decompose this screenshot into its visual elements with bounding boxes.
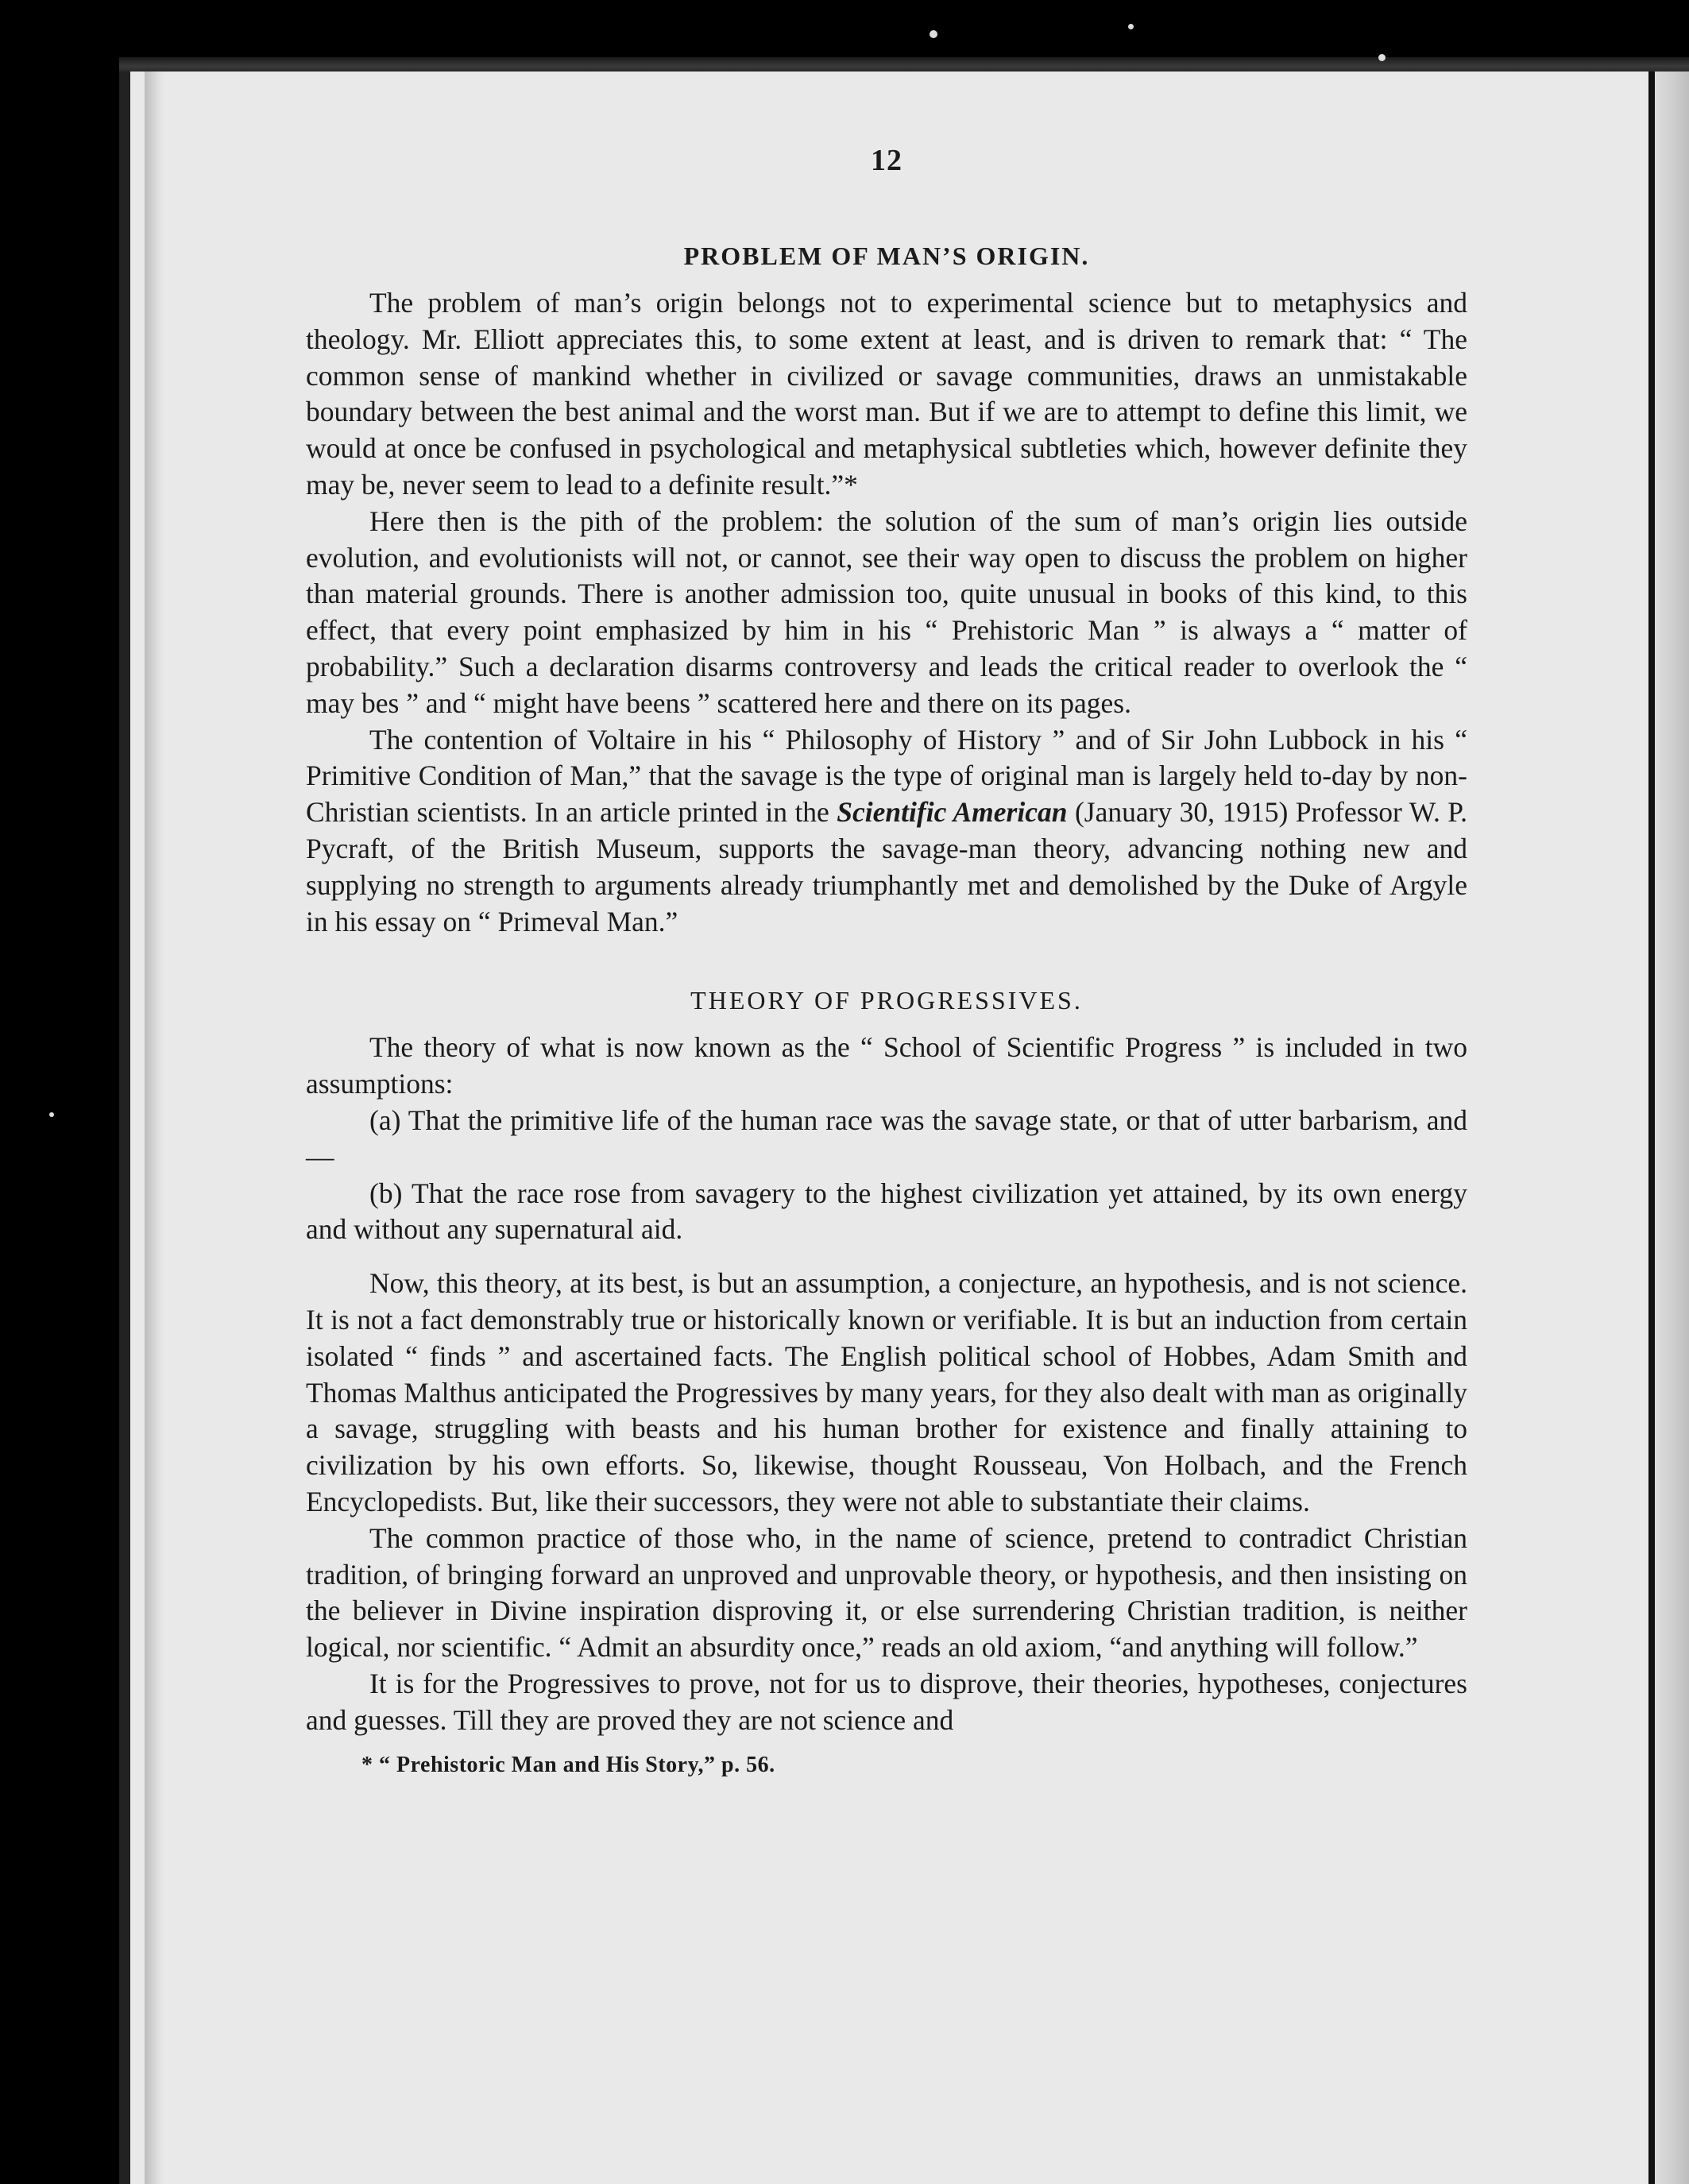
- paragraph: [306, 722, 1467, 941]
- paragraph: Now, this theory, at its best, is but an assumption, a conjecture, an hypothesis, and is not science. It is not a fact demonstrably true or historically known or verifiable. It is but an induction from certain isolated “ finds ” and ascertained facts. The English political school of Hobbes, Adam Smith and Thomas Malthus anticipated the Progressives by many years, for they also dealt with man as originally a savage, struggling with beasts and his human brother for existence and finally attaining to civilization by his own efforts. So, likewise, thought Rousseau, Von Holbach, and the French Encyclopedists. But, like their successors, they were not able to substantiate their claims.: [306, 1267, 1467, 1517]
- text-run: The contention of Voltaire in his “ Philosophy of History ” and of Sir John Lubbock in his “ Primitive Condition of Man,” that the savage is the type of original man is largely held to-day by non-Christian scientists. In an article printed in the: [306, 723, 1467, 829]
- list-item: (b) That the race rose from savagery to the highest civilization yet attained, by its own energy and without any supernatural aid.: [306, 1177, 1467, 1246]
- page-number: 12: [871, 144, 902, 177]
- paragraph: The problem of man’s origin belongs not to experimental science but to metaphysics and theology. Mr. Elliott appreciates this, to some extent at least, and is driven to remark that: “ The common sense of mankind whether in civilized or savage communities, draws an unmistakable boundary between the best animal and the worst man. But if we are to attempt to define this limit, we would at once be confused in psychological and metaphysical subtleties which, however definite they may be, never seem to lead to a definite result.”*: [306, 287, 1467, 501]
- journal-title: Scientific American: [837, 796, 1068, 829]
- dust-speck: [49, 1112, 54, 1117]
- page-content: [306, 143, 1467, 1778]
- scan-left-margin: [0, 0, 119, 2184]
- dust-speck: [1128, 24, 1134, 29]
- section-heading: PROBLEM OF MAN’S ORIGIN.: [683, 242, 1090, 270]
- scan-right-edge: [1648, 72, 1689, 2184]
- list-item: (a) That the primitive life of the human race was the savage state, or that of utter barbarism, and—: [306, 1104, 1467, 1173]
- dust-speck: [930, 30, 937, 38]
- footnote: * “ Prehistoric Man and His Story,” p. 56.: [361, 1753, 775, 1778]
- dust-speck: [1378, 54, 1386, 61]
- section-heading: THEORY OF PROGRESSIVES.: [690, 986, 1083, 1015]
- paragraph: Here then is the pith of the problem: the solution of the sum of man’s origin lies outside evolution, and evolutionists will not, or cannot, see their way open to discuss the problem on higher than material grounds. There is another admission too, quite unusual in books of this kind, to this effect, that every point emphasized by him in his “ Prehistoric Man ” is always a “ matter of probability.” Such a declaration disarms controversy and leads the critical reader to overlook the “ may bes ” and “ might have beens ” scattered here and there on its pages.: [306, 504, 1467, 719]
- paragraph: The theory of what is now known as the “ School of Scientific Progress ” is included in two assumptions:: [306, 1031, 1467, 1100]
- paragraph: The common practice of those who, in the name of science, pretend to contradict Christian tradition, of bringing forward an unproved and unprovable theory, or hypothesis, and then insisting on the believer in Divine inspiration disproving it, or else surrendering Christian tradition, is neither logical, nor scientific. “ Admit an absurdity once,” reads an old axiom, “and anything will follow.”: [306, 1521, 1467, 1664]
- paragraph: It is for the Progressives to prove, not for us to disprove, their theories, hypotheses, conjectures and guesses. Till they are proved they are not science and: [306, 1667, 1467, 1736]
- text-run: (January 30, 1915) Professor W. P. Pycraft, of the British Museum, supports the savage-man theory, advancing nothing new and supplying no strength to arguments already triumphantly met and demolished by the Duke of Argyle in his essay on “ Primeval Man.”: [306, 796, 1467, 937]
